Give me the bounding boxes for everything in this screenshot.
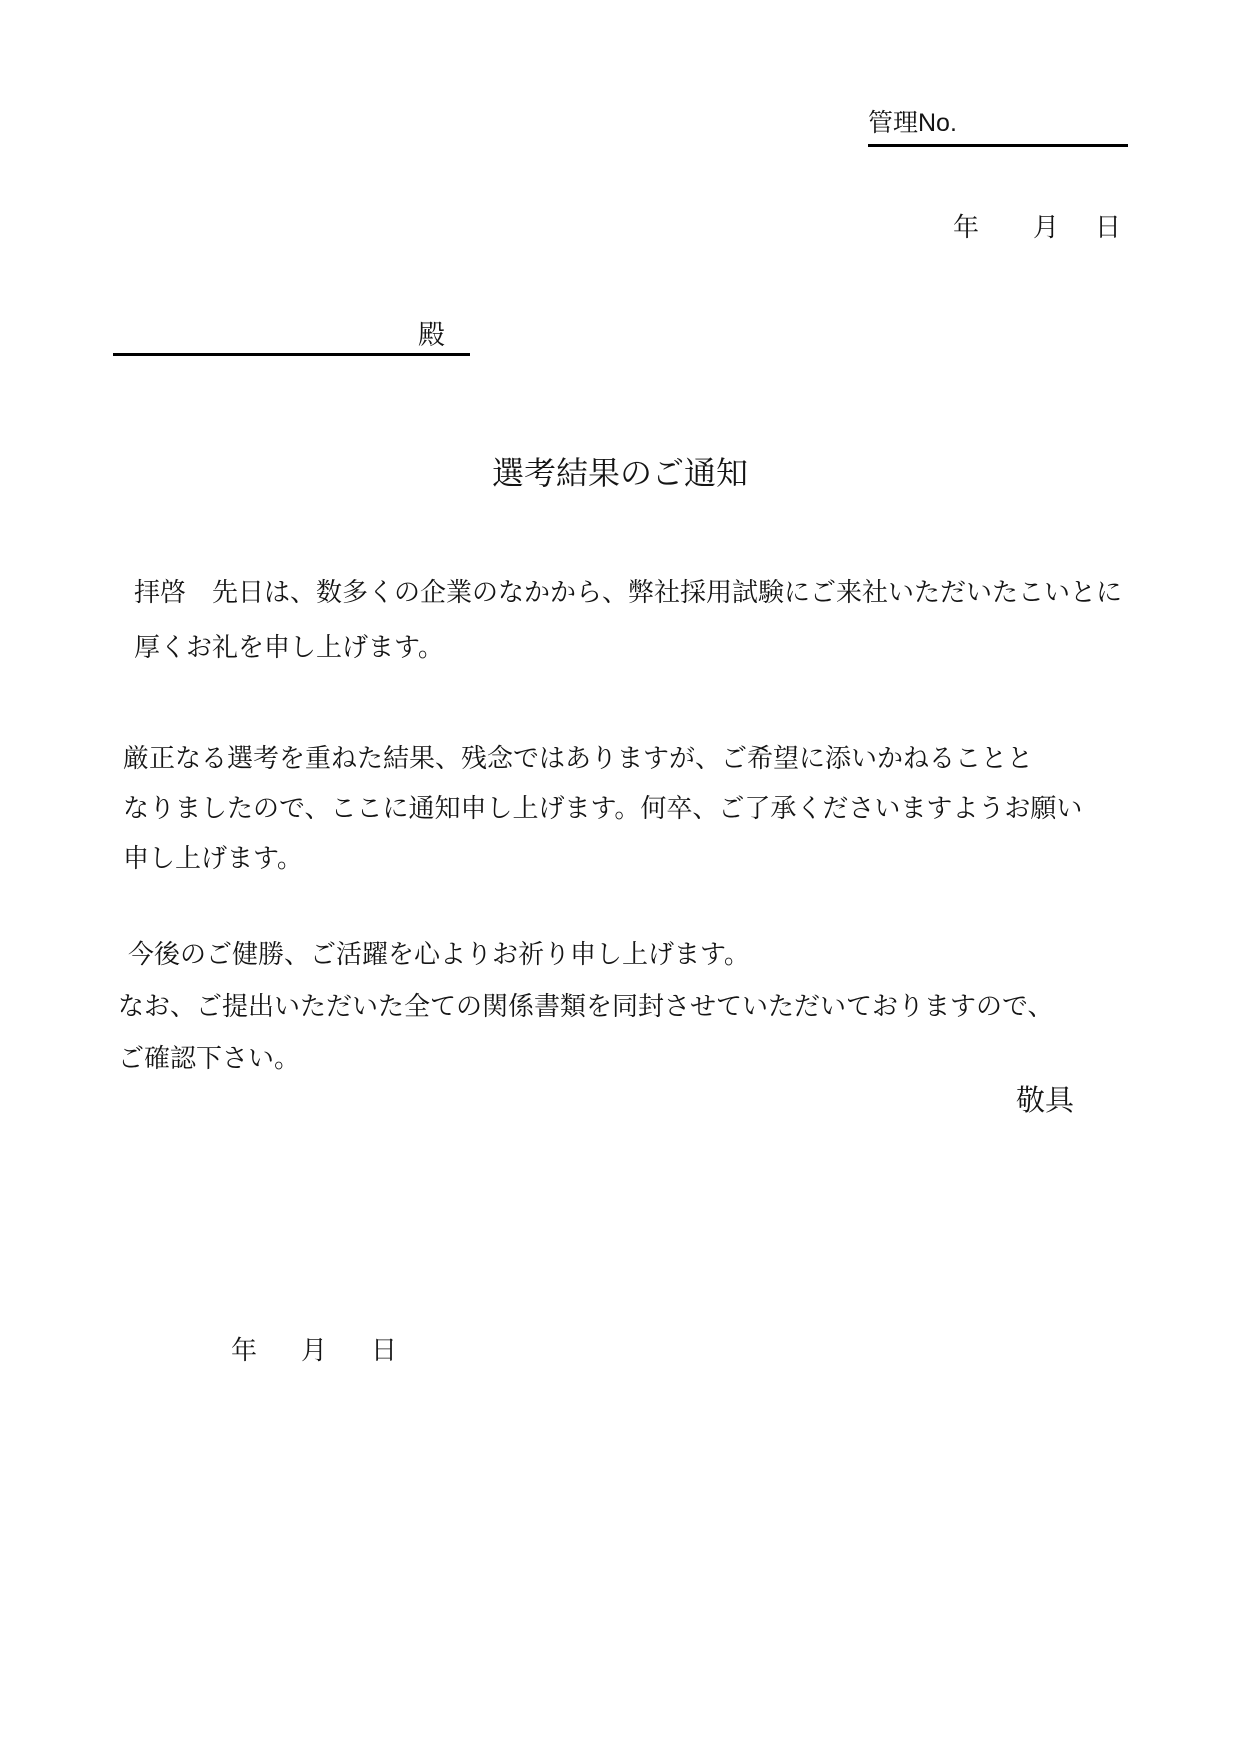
paragraph-2-line-1: 厳正なる選考を重ねた結果、残念ではありますが、ご希望に添いかねることと [123, 743, 1034, 773]
addressee-blank-line [113, 353, 470, 356]
closing-keigu: 敬具 [1016, 1085, 1075, 1117]
day-label-bottom: 日 [371, 1335, 398, 1365]
date-line-bottom [231, 1335, 397, 1365]
paragraph-3-line-2: なお、ご提出いただいた全ての関係書類を同封させていただいておりますので、 [118, 991, 1054, 1021]
paragraph-2-line-3: 申し上げます。 [123, 843, 303, 873]
month-label-top: 月 [1033, 212, 1060, 242]
paragraph-2-line-2: なりましたので、ここに通知申し上げます。何卒、ご了承くださいますようお願い [123, 793, 1083, 823]
paragraph-3-line-3: ご確認下さい。 [118, 1043, 301, 1073]
day-label-top: 日 [1095, 212, 1122, 242]
paragraph-1-line-2: 厚くお礼を申し上げます。 [134, 632, 444, 662]
document-title: 選考結果のご通知 [491, 455, 748, 491]
paragraph-3 [118, 928, 1053, 1084]
paragraph-1 [118, 565, 1122, 675]
date-line-top [953, 212, 1121, 242]
paragraph-2 [118, 733, 1082, 883]
paragraph-3-line-1: 今後のご健勝、ご活躍を心よりお祈り申し上げます。 [128, 939, 750, 969]
year-label-bottom: 年 [231, 1335, 258, 1365]
management-no-field [868, 106, 1128, 147]
addressee-honorific: 殿 [418, 320, 445, 350]
year-label-top: 年 [953, 212, 980, 242]
management-no-label: 管理No. [868, 109, 957, 137]
month-label-bottom: 月 [301, 1335, 328, 1365]
paragraph-1-line-1: 拝啓 先日は、数多くの企業のなかから、弊社採用試験にご来社いただいたこいとに [134, 577, 1123, 607]
